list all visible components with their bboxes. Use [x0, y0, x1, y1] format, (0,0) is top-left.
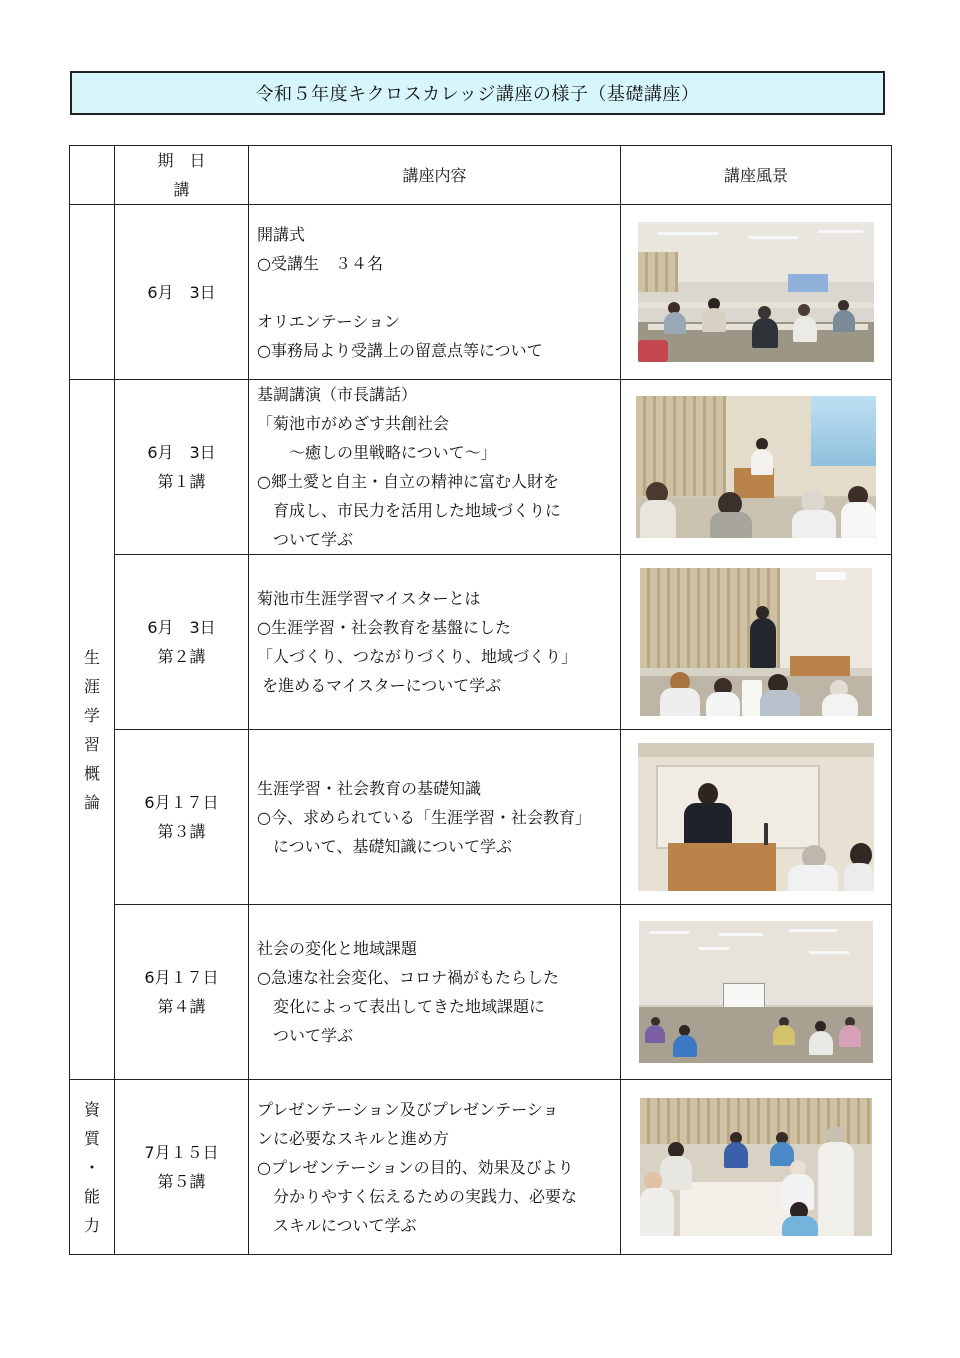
- date-cell: [115, 555, 249, 730]
- header-date: [115, 146, 249, 205]
- category-label-gaisetsu: [82, 643, 102, 817]
- content-line: プレゼンテーション及びプレゼンテーショ: [257, 1099, 559, 1119]
- category-char: 概: [83, 763, 100, 783]
- lecture-meister-photo-icon: [640, 568, 872, 716]
- photo-cell: [621, 905, 892, 1080]
- category-char: 論: [83, 792, 100, 812]
- header-content: 講座内容: [249, 146, 621, 205]
- opening-ceremony-photo-icon: [638, 222, 874, 362]
- content-line: ○プレゼンテーションの目的、効果及びより: [257, 1157, 574, 1177]
- content-line: 開講式: [257, 224, 306, 244]
- content-line: スキルについて学ぶ: [257, 1215, 417, 1235]
- header-session-label: 講: [173, 180, 190, 199]
- content-line: ○事務局より受講上の留意点等について: [257, 340, 543, 360]
- content-line: ンに必要なスキルと進め方: [257, 1128, 449, 1148]
- table-row: [70, 1080, 892, 1255]
- date-text: 7月１５日: [144, 1143, 219, 1162]
- table-row: [70, 380, 892, 555]
- content-line: 社会の変化と地域課題: [257, 939, 418, 958]
- photo-cell: [621, 380, 892, 555]
- content-line: 育成し、市民力を活用した地域づくりに: [257, 501, 562, 520]
- date-text: 6月１７日: [144, 793, 219, 812]
- keynote-speech-photo-icon: [636, 396, 876, 538]
- content-line: ○受講生 ３４名: [257, 253, 383, 273]
- content-line: ついて学ぶ: [257, 1026, 354, 1045]
- course-table: [69, 145, 892, 1255]
- date-cell: [115, 205, 249, 380]
- category-char: 習: [83, 734, 100, 754]
- session-text: 第３講: [157, 822, 206, 841]
- date-text: 6月 3日: [147, 618, 216, 637]
- header-photo: 講座風景: [621, 146, 892, 205]
- page-title-box: [70, 71, 885, 115]
- category-char: 力: [83, 1215, 100, 1235]
- content-line: ～癒しの里戦略について～」: [257, 443, 497, 462]
- content-line: 「人づくり、つながりづくり、地域づくり」: [257, 647, 578, 666]
- content-line: を進めるマイスターについて学ぶ: [257, 676, 502, 695]
- content-line: 基調講演（市長講話）: [257, 385, 418, 404]
- content-line: について、基礎知識について学ぶ: [257, 836, 513, 856]
- category-char: 生: [83, 647, 100, 667]
- category-cell-gaisetsu: [70, 380, 115, 1080]
- category-char: 能: [83, 1186, 100, 1206]
- session-text: 第１講: [157, 472, 206, 491]
- table-row: [70, 730, 892, 905]
- category-char: 質: [83, 1128, 100, 1148]
- date-cell: [115, 1080, 249, 1255]
- photo-cell: [621, 1080, 892, 1255]
- content-line: 「菊池市がめざす共創社会: [257, 414, 450, 433]
- date-text: 6月 3日: [147, 282, 216, 302]
- header-category: [70, 146, 115, 205]
- lecture-podium-photo-icon: [638, 743, 874, 891]
- table-header-row: [70, 146, 892, 205]
- content-cell: [249, 205, 621, 380]
- content-line: ○生涯学習・社会教育を基盤にした: [257, 618, 511, 637]
- header-date-label: 期 日: [157, 151, 206, 170]
- date-cell: [115, 380, 249, 555]
- content-line: オリエンテーション: [257, 311, 401, 331]
- content-line: ○急速な社会変化、コロナ禍がもたらした: [257, 968, 559, 987]
- session-text: 第２講: [157, 647, 206, 666]
- content-cell: [249, 905, 621, 1080]
- category-char: ・: [83, 1157, 100, 1177]
- content-line: 菊池市生涯学習マイスターとは: [257, 589, 481, 608]
- category-cell-shishitsu: [70, 1080, 115, 1255]
- date-cell: [115, 730, 249, 905]
- page-title: 令和５年度キクロスカレッジ講座の様子（基礎講座）: [255, 84, 700, 105]
- photo-cell: [621, 205, 892, 380]
- content-line: [257, 278, 616, 307]
- table-row: [70, 905, 892, 1080]
- table-row: [70, 205, 892, 380]
- content-line: ○今、求められている「生涯学習・社会教育」: [257, 807, 591, 827]
- content-cell: [249, 1080, 621, 1255]
- category-char: 資: [83, 1099, 100, 1119]
- hall-lecture-photo-icon: [639, 921, 873, 1063]
- date-text: 6月１７日: [144, 968, 219, 987]
- content-cell: [249, 380, 621, 555]
- content-line: 変化によって表出してきた地域課題に: [257, 997, 546, 1016]
- category-char: 涯: [83, 676, 100, 696]
- photo-cell: [621, 730, 892, 905]
- content-line: 生涯学習・社会教育の基礎知識: [257, 778, 482, 798]
- table-row: [70, 555, 892, 730]
- photo-cell: [621, 555, 892, 730]
- session-text: 第５講: [157, 1172, 206, 1191]
- category-cell-empty: [70, 205, 115, 380]
- date-cell: [115, 905, 249, 1080]
- date-text: 6月 3日: [147, 443, 216, 462]
- content-line: ついて学ぶ: [257, 530, 354, 549]
- group-work-photo-icon: [640, 1098, 872, 1236]
- session-text: 第４講: [157, 997, 206, 1016]
- content-line: ○郷土愛と自主・自立の精神に富む人財を: [257, 472, 559, 491]
- content-line: 分かりやすく伝えるための実践力、必要な: [257, 1186, 578, 1206]
- content-cell: [249, 555, 621, 730]
- category-label-shishitsu: [82, 1095, 102, 1240]
- category-char: 学: [83, 705, 100, 725]
- content-cell: [249, 730, 621, 905]
